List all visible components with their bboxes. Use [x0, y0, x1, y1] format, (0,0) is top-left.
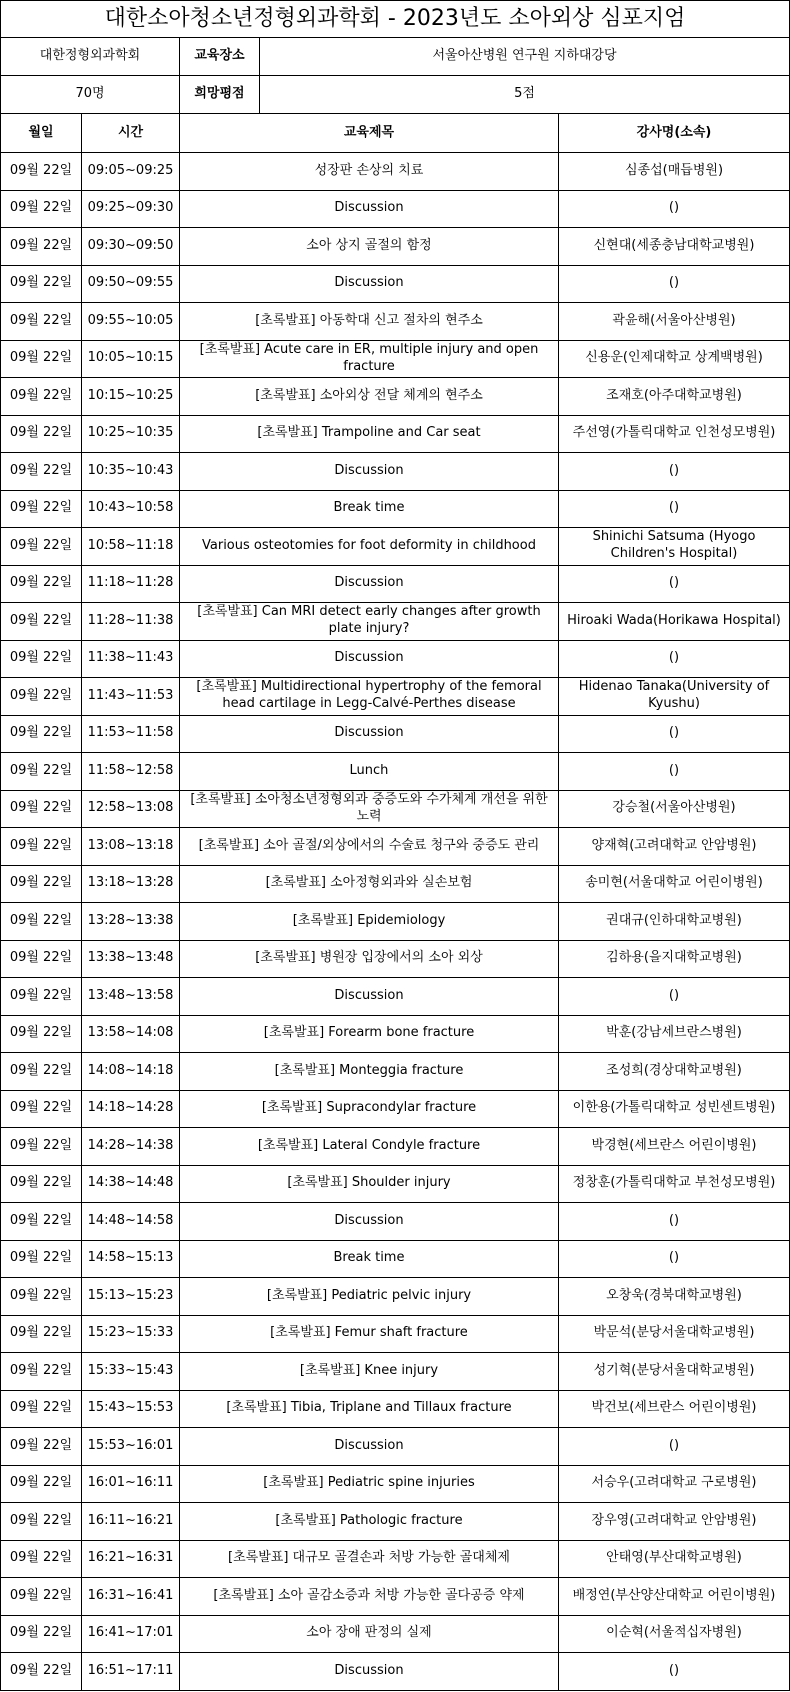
lecturer-cell: 오창욱(경북대학교병원) — [559, 1278, 790, 1316]
lecturer-cell: 이한용(가톨릭대학교 성빈센트병원) — [559, 1090, 790, 1128]
table-row — [1, 378, 790, 416]
time-cell: 13:28~13:38 — [82, 903, 180, 941]
date-cell: 09월 22일 — [1, 1428, 82, 1466]
date-cell: 09월 22일 — [1, 1053, 82, 1091]
table-row — [1, 153, 790, 191]
time-cell: 14:08~14:18 — [82, 1053, 180, 1091]
date-cell: 09월 22일 — [1, 1653, 82, 1691]
table-row — [1, 1315, 790, 1353]
subject-cell: Discussion — [180, 1203, 559, 1241]
table-row — [1, 1015, 790, 1053]
time-cell: 11:18~11:28 — [82, 565, 180, 603]
time-cell: 11:58~12:58 — [82, 753, 180, 791]
time-cell: 13:38~13:48 — [82, 940, 180, 978]
date-cell: 09월 22일 — [1, 940, 82, 978]
lecturer-cell: 안태영(부산대학교병원) — [559, 1540, 790, 1578]
time-cell: 14:48~14:58 — [82, 1203, 180, 1241]
table-row — [1, 1203, 790, 1241]
table-row — [1, 715, 790, 753]
table-row — [1, 603, 790, 641]
table-row — [1, 678, 790, 716]
date-cell: 09월 22일 — [1, 1278, 82, 1316]
time-cell: 16:31~16:41 — [82, 1578, 180, 1616]
time-cell: 09:30~09:50 — [82, 228, 180, 266]
table-row — [1, 228, 790, 266]
table-row — [1, 1165, 790, 1203]
subject-cell: [초록발표] 소아정형외과와 실손보험 — [180, 865, 559, 903]
date-cell: 09월 22일 — [1, 153, 82, 191]
time-cell: 11:38~11:43 — [82, 640, 180, 678]
date-cell: 09월 22일 — [1, 1465, 82, 1503]
lecturer-cell: () — [559, 1203, 790, 1241]
date-cell: 09월 22일 — [1, 1128, 82, 1166]
subject-cell: Break time — [180, 1240, 559, 1278]
date-cell: 09월 22일 — [1, 565, 82, 603]
date-cell: 09월 22일 — [1, 1615, 82, 1653]
table-row — [1, 1128, 790, 1166]
lecturer-cell: 권대규(인하대학교병원) — [559, 903, 790, 941]
subject-cell: [초록발표] 소아 골감소증과 처방 가능한 골다공증 약제 — [180, 1578, 559, 1616]
table-row — [1, 1540, 790, 1578]
table-row — [1, 903, 790, 941]
date-cell: 09월 22일 — [1, 1578, 82, 1616]
date-cell: 09월 22일 — [1, 190, 82, 228]
lecturer-cell: 박훈(강남세브란스병원) — [559, 1015, 790, 1053]
lecturer-cell: 박경현(세브란스 어린이병원) — [559, 1128, 790, 1166]
date-cell: 09월 22일 — [1, 1540, 82, 1578]
date-cell: 09월 22일 — [1, 528, 82, 566]
lecturer-cell: 박문석(분당서울대학교병원) — [559, 1315, 790, 1353]
subject-cell: Discussion — [180, 565, 559, 603]
subject-cell: [초록발표] 소아청소년정형외과 중증도와 수가체계 개선을 위한 노력 — [180, 790, 559, 828]
table-row — [1, 1615, 790, 1653]
table-row — [1, 828, 790, 866]
table-row — [1, 790, 790, 828]
header-date: 월일 — [1, 114, 82, 153]
lecturer-cell: () — [559, 1240, 790, 1278]
subject-cell: [초록발표] Pediatric spine injuries — [180, 1465, 559, 1503]
date-cell: 09월 22일 — [1, 603, 82, 641]
header-subject: 교육제목 — [180, 114, 559, 153]
capacity-cell: 70명 — [1, 76, 180, 114]
time-cell: 10:05~10:15 — [82, 340, 180, 378]
table-row — [1, 1353, 790, 1391]
date-cell: 09월 22일 — [1, 715, 82, 753]
time-cell: 16:51~17:11 — [82, 1653, 180, 1691]
subject-cell: [초록발표] Trampoline and Car seat — [180, 415, 559, 453]
subject-cell: Discussion — [180, 265, 559, 303]
table-row — [1, 1390, 790, 1428]
lecturer-cell: () — [559, 1428, 790, 1466]
lecturer-cell: 조성희(경상대학교병원) — [559, 1053, 790, 1091]
date-cell: 09월 22일 — [1, 753, 82, 791]
time-cell: 14:18~14:28 — [82, 1090, 180, 1128]
subject-cell: [초록발표] 소아 골절/외상에서의 수술료 청구와 중증도 관리 — [180, 828, 559, 866]
rating-value: 5점 — [260, 76, 790, 114]
header-lecturer: 강사명(소속) — [559, 114, 790, 153]
time-cell: 14:58~15:13 — [82, 1240, 180, 1278]
date-cell: 09월 22일 — [1, 265, 82, 303]
table-row — [1, 1053, 790, 1091]
time-cell: 14:38~14:48 — [82, 1165, 180, 1203]
time-cell: 15:43~15:53 — [82, 1390, 180, 1428]
table-row — [1, 1578, 790, 1616]
subject-cell: [초록발표] 대규모 골결손과 처방 가능한 골대체제 — [180, 1540, 559, 1578]
page-title: 대한소아청소년정형외과학회 - 2023년도 소아외상 심포지엄 — [1, 1, 790, 38]
lecturer-cell: () — [559, 565, 790, 603]
lecturer-cell: 김하용(을지대학교병원) — [559, 940, 790, 978]
subject-cell: Discussion — [180, 453, 559, 491]
subject-cell: [초록발표] Supracondylar fracture — [180, 1090, 559, 1128]
lecturer-cell: Shinichi Satsuma (Hyogo Children's Hospital) — [559, 528, 790, 566]
lecturer-cell: 배정연(부산양산대학교 어린이병원) — [559, 1578, 790, 1616]
subject-cell: Various osteotomies for foot deformity in childhood — [180, 528, 559, 566]
table-row — [1, 490, 790, 528]
subject-cell: Discussion — [180, 715, 559, 753]
subject-cell: [초록발표] Pathologic fracture — [180, 1503, 559, 1541]
lecturer-cell: 신용운(인제대학교 상계백병원) — [559, 340, 790, 378]
lecturer-cell: 곽윤해(서울아산병원) — [559, 303, 790, 341]
time-cell: 13:48~13:58 — [82, 978, 180, 1016]
rating-label: 희망평점 — [180, 76, 260, 114]
time-cell: 16:01~16:11 — [82, 1465, 180, 1503]
subject-cell: Discussion — [180, 190, 559, 228]
date-cell: 09월 22일 — [1, 1165, 82, 1203]
table-row — [1, 415, 790, 453]
lecturer-cell: 성기혁(분당서울대학교병원) — [559, 1353, 790, 1391]
date-cell: 09월 22일 — [1, 1353, 82, 1391]
table-row — [1, 978, 790, 1016]
table-row — [1, 640, 790, 678]
subject-cell: 소아 장애 판정의 실제 — [180, 1615, 559, 1653]
date-cell: 09월 22일 — [1, 1503, 82, 1541]
time-cell: 11:43~11:53 — [82, 678, 180, 716]
date-cell: 09월 22일 — [1, 228, 82, 266]
date-cell: 09월 22일 — [1, 1090, 82, 1128]
subject-cell: [초록발표] Lateral Condyle fracture — [180, 1128, 559, 1166]
table-row — [1, 1090, 790, 1128]
subject-cell: [초록발표] Tibia, Triplane and Tillaux fracture — [180, 1390, 559, 1428]
time-cell: 10:15~10:25 — [82, 378, 180, 416]
lecturer-cell: 박건보(세브란스 어린이병원) — [559, 1390, 790, 1428]
date-cell: 09월 22일 — [1, 828, 82, 866]
subject-cell: [초록발표] Acute care in ER, multiple injury and open fracture — [180, 340, 559, 378]
time-cell: 09:05~09:25 — [82, 153, 180, 191]
table-row — [1, 1278, 790, 1316]
lecturer-cell: () — [559, 1653, 790, 1691]
organizer-cell: 대한정형외과학회 — [1, 38, 180, 76]
time-cell: 10:25~10:35 — [82, 415, 180, 453]
date-cell: 09월 22일 — [1, 1015, 82, 1053]
date-cell: 09월 22일 — [1, 1315, 82, 1353]
table-row — [1, 1428, 790, 1466]
lecturer-cell: () — [559, 978, 790, 1016]
time-cell: 16:21~16:31 — [82, 1540, 180, 1578]
subject-cell: 소아 상지 골절의 함정 — [180, 228, 559, 266]
date-cell: 09월 22일 — [1, 303, 82, 341]
date-cell: 09월 22일 — [1, 640, 82, 678]
table-row — [1, 753, 790, 791]
date-cell: 09월 22일 — [1, 415, 82, 453]
subject-cell: [초록발표] 병원장 입장에서의 소아 외상 — [180, 940, 559, 978]
lecturer-cell: () — [559, 640, 790, 678]
subject-cell: [초록발표] Epidemiology — [180, 903, 559, 941]
subject-cell: Discussion — [180, 978, 559, 1016]
date-cell: 09월 22일 — [1, 378, 82, 416]
date-cell: 09월 22일 — [1, 978, 82, 1016]
subject-cell: [초록발표] 소아외상 전달 체계의 현주소 — [180, 378, 559, 416]
info-row-place — [1, 38, 790, 76]
header-time: 시간 — [82, 114, 180, 153]
place-label: 교육장소 — [180, 38, 260, 76]
lecturer-cell: 정창훈(가톨릭대학교 부천성모병원) — [559, 1165, 790, 1203]
lecturer-cell: () — [559, 265, 790, 303]
lecturer-cell: () — [559, 715, 790, 753]
subject-cell: [초록발표] Multidirectional hypertrophy of the femoral head cartilage in Legg-Calvé-Perthes disease — [180, 678, 559, 716]
table-row — [1, 528, 790, 566]
time-cell: 10:58~11:18 — [82, 528, 180, 566]
lecturer-cell: () — [559, 753, 790, 791]
info-row-rating — [1, 76, 790, 114]
table-row — [1, 1653, 790, 1691]
subject-cell: [초록발표] Can MRI detect early changes after growth plate injury? — [180, 603, 559, 641]
place-value: 서울아산병원 연구원 지하대강당 — [260, 38, 790, 76]
date-cell: 09월 22일 — [1, 1390, 82, 1428]
lecturer-cell: 서승우(고려대학교 구로병원) — [559, 1465, 790, 1503]
time-cell: 12:58~13:08 — [82, 790, 180, 828]
date-cell: 09월 22일 — [1, 790, 82, 828]
time-cell: 10:35~10:43 — [82, 453, 180, 491]
lecturer-cell: Hidenao Tanaka(University of Kyushu) — [559, 678, 790, 716]
lecturer-cell: 주선영(가톨릭대학교 인천성모병원) — [559, 415, 790, 453]
date-cell: 09월 22일 — [1, 1240, 82, 1278]
time-cell: 10:43~10:58 — [82, 490, 180, 528]
table-row — [1, 190, 790, 228]
time-cell: 09:55~10:05 — [82, 303, 180, 341]
lecturer-cell: 조재호(아주대학교병원) — [559, 378, 790, 416]
lecturer-cell: () — [559, 190, 790, 228]
lecturer-cell: () — [559, 453, 790, 491]
lecturer-cell: Hiroaki Wada(Horikawa Hospital) — [559, 603, 790, 641]
date-cell: 09월 22일 — [1, 453, 82, 491]
subject-cell: [초록발표] Knee injury — [180, 1353, 559, 1391]
date-cell: 09월 22일 — [1, 490, 82, 528]
subject-cell: [초록발표] Monteggia fracture — [180, 1053, 559, 1091]
time-cell: 13:58~14:08 — [82, 1015, 180, 1053]
table-row — [1, 1465, 790, 1503]
table-row — [1, 303, 790, 341]
time-cell: 13:08~13:18 — [82, 828, 180, 866]
subject-cell: [초록발표] Forearm bone fracture — [180, 1015, 559, 1053]
lecturer-cell: 장우영(고려대학교 안암병원) — [559, 1503, 790, 1541]
lecturer-cell: 강승철(서울아산병원) — [559, 790, 790, 828]
date-cell: 09월 22일 — [1, 865, 82, 903]
subject-cell: [초록발표] Femur shaft fracture — [180, 1315, 559, 1353]
lecturer-cell: () — [559, 490, 790, 528]
time-cell: 15:53~16:01 — [82, 1428, 180, 1466]
time-cell: 09:25~09:30 — [82, 190, 180, 228]
lecturer-cell: 송미현(서울대학교 어린이병원) — [559, 865, 790, 903]
lecturer-cell: 신현대(세종충남대학교병원) — [559, 228, 790, 266]
date-cell: 09월 22일 — [1, 1203, 82, 1241]
time-cell: 15:23~15:33 — [82, 1315, 180, 1353]
date-cell: 09월 22일 — [1, 340, 82, 378]
subject-cell: Break time — [180, 490, 559, 528]
time-cell: 16:41~17:01 — [82, 1615, 180, 1653]
subject-cell: Discussion — [180, 1428, 559, 1466]
subject-cell: [초록발표] 아동학대 신고 절차의 현주소 — [180, 303, 559, 341]
time-cell: 15:13~15:23 — [82, 1278, 180, 1316]
subject-cell: 성장판 손상의 치료 — [180, 153, 559, 191]
table-row — [1, 1503, 790, 1541]
header-row — [1, 114, 790, 153]
date-cell: 09월 22일 — [1, 678, 82, 716]
time-cell: 16:11~16:21 — [82, 1503, 180, 1541]
table-row — [1, 565, 790, 603]
table-row — [1, 865, 790, 903]
table-row — [1, 265, 790, 303]
subject-cell: Lunch — [180, 753, 559, 791]
table-row — [1, 340, 790, 378]
subject-cell: Discussion — [180, 640, 559, 678]
subject-cell: Discussion — [180, 1653, 559, 1691]
lecturer-cell: 이순혁(서울적십자병원) — [559, 1615, 790, 1653]
table-row — [1, 1240, 790, 1278]
time-cell: 14:28~14:38 — [82, 1128, 180, 1166]
title-row — [1, 1, 790, 38]
date-cell: 09월 22일 — [1, 903, 82, 941]
subject-cell: [초록발표] Shoulder injury — [180, 1165, 559, 1203]
time-cell: 15:33~15:43 — [82, 1353, 180, 1391]
subject-cell: [초록발표] Pediatric pelvic injury — [180, 1278, 559, 1316]
lecturer-cell: 양재혁(고려대학교 안암병원) — [559, 828, 790, 866]
time-cell: 11:28~11:38 — [82, 603, 180, 641]
table-row — [1, 940, 790, 978]
time-cell: 13:18~13:28 — [82, 865, 180, 903]
time-cell: 09:50~09:55 — [82, 265, 180, 303]
lecturer-cell: 심종섭(매듭병원) — [559, 153, 790, 191]
time-cell: 11:53~11:58 — [82, 715, 180, 753]
table-row — [1, 453, 790, 491]
